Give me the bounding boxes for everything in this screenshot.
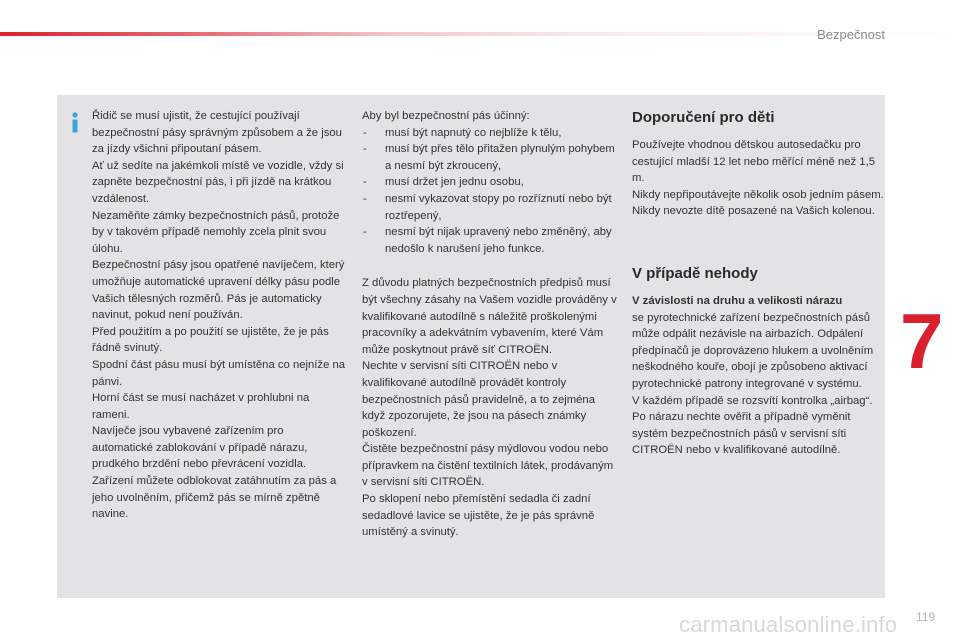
list-item (362, 191, 618, 224)
watermark: carmanualsonline.info (679, 612, 898, 637)
list-dash: - (363, 192, 367, 205)
children-heading: Doporučení pro děti (632, 109, 775, 126)
list-item (362, 224, 618, 257)
accident-lead: V závislosti na druhu a velikosti nárazu (632, 294, 843, 307)
page-number: 119 (916, 610, 936, 624)
service-paragraph: Z důvodu platných bezpečnostních předpisů musí být všechny zásahy na Vašem vozidle prováděny v kvalifikované autodílně s náležitě proškolenými pracovníky a adekvátním vybavením, které Vám může poskytnout právě síť CITROËN. (362, 277, 617, 356)
list-item-text: musí držet jen jednu osobu, (385, 176, 524, 189)
info-paragraph: Spodní část pásu musí být umístěna co nejníže na pánvi. (92, 358, 346, 388)
service-paragraph: Nechte v servisní síti CITROËN nebo v kvalifikované autodílně provádět kontroly bezpečnostních pásů pravidelně, a to zejména když zpozorujete, že jsou na pásech známky poškození. (362, 360, 595, 439)
children-accident-column (632, 108, 884, 459)
children-paragraph: Používejte vhodnou dětskou autosedačku pro cestující mladší 12 let nebo měřící méně než 1,5 m. (632, 139, 876, 185)
list-item-text: nesmí vykazovat stopy po rozříznutí nebo být roztřepený, (385, 192, 612, 222)
list-item-text: nesmí být nijak upravený nebo změněný, aby nedošlo k narušení jeho funkce. (385, 226, 612, 255)
list-dash: - (363, 126, 367, 139)
list-dash: - (363, 176, 367, 189)
service-paragraph: Po sklopení nebo přemístění sedadla či zadní sedadlové lavice se ujistěte, že je pás správně umístěný a svinutý. (362, 493, 595, 539)
header-accent-line (0, 32, 960, 36)
service-paragraph: Čistěte bezpečnostní pásy mýdlovou vodou nebo přípravkem na čistění textilních látek, prodávaným v servisní síti CITROËN. (362, 443, 614, 489)
list-dash: - (363, 143, 367, 156)
info-paragraph: Horní část se musí nacházet v prohlubni na rameni. (92, 392, 310, 421)
info-column (92, 108, 347, 523)
children-paragraph: Nikdy nevozte dítě posazené na Vašich kolenou. (632, 205, 875, 218)
accident-paragraph: se pyrotechnické zařízení bezpečnostních pásů může odpálit nezávisle na airbazích. Odpálení předpínačů je doprovázeno hlukem a uvolněním neškodného kouře, obojí je způsobeno aktivací pyrotechnické patrony integrované v systému. (632, 311, 874, 390)
list-item-text: musí být napnutý co nejblíže k tělu, (385, 126, 562, 139)
accident-heading: V případě nehody (632, 264, 758, 282)
info-paragraph: Bezpečnostní pásy jsou opatřené navíječem, který umožňuje automatické upravení délky pásu podle Vašich tělesných rozměrů. Pás je automaticky navinut, pokud není používán. (92, 259, 345, 322)
list-item (362, 174, 618, 191)
list-dash: - (363, 226, 367, 239)
info-paragraph: Navíječe jsou vybavené zařízením pro automatické zablokování v případě nárazu, prudkého brzdění nebo převrácení vozidla. Zařízení můžete odblokovat zatáhnutím za pás a jeho uvolněním, přičemž pás se mírně zpětně navine. (92, 425, 337, 521)
list-item (362, 125, 618, 142)
accident-paragraph: Po nárazu nechte ověřit a případně vyměnit systém bezpečnostních pásů v servisní síti CITROËN nebo v kvalifikované autodílně. (632, 411, 851, 457)
requirements-intro: Aby byl bezpečnostní pás účinný: (362, 110, 530, 122)
list-item-text: musí být přes tělo přitažen plynulým pohybem a nesmí být zkroucený, (385, 143, 615, 172)
spacer (362, 257, 618, 275)
accident-paragraph: V každém případě se rozsvítí kontrolka „airbag“. (632, 394, 873, 407)
requirements-list (362, 125, 618, 258)
info-paragraph: Řidič se musí ujistit, že cestující používají bezpečnostní pásy správným způsobem a že jsou za jízdy všichni připoutaní pásem. (92, 110, 342, 156)
info-paragraph: Před použitím a po použití se ujistěte, že je pás řádně svinutý. (92, 325, 329, 355)
info-paragraph: Nezaměňte zámky bezpečnostních pásů, protože by v takovém případě nemohly zcela plnit svou úlohu. (92, 209, 340, 255)
children-paragraph: Nikdy nepřipoutávejte několik osob jedním pásem. (632, 188, 884, 201)
requirements-column (362, 108, 618, 541)
list-item (362, 141, 618, 174)
chapter-number: 7 (900, 297, 944, 385)
section-title: Bezpečnost (817, 27, 885, 42)
info-paragraph: Ať už sedíte na jakémkoli místě ve vozidle, vždy si zapněte bezpečnostní pás, i při jízdě na krátkou vzdálenost. (92, 159, 344, 205)
info-icon (68, 112, 82, 134)
